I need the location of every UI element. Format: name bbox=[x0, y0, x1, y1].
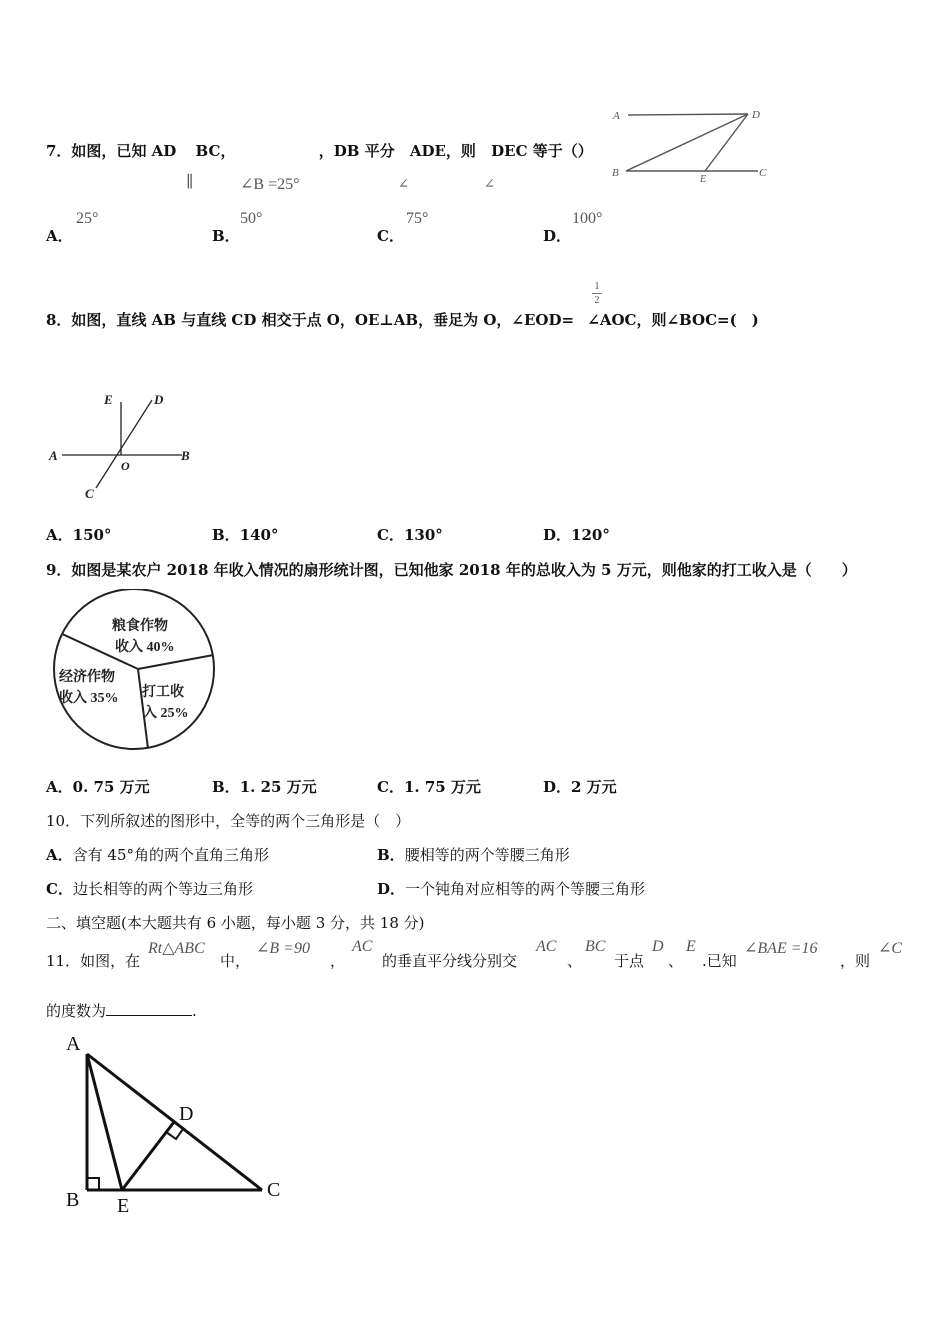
q11-text-comma: ， bbox=[330, 952, 346, 970]
q7-label-c: C bbox=[759, 167, 767, 179]
q9-option-b[interactable] bbox=[212, 776, 317, 797]
q11-math-angle-c: ∠C bbox=[878, 940, 903, 957]
q10-option-b-value: 腰相等的两个等腰三角形 bbox=[404, 846, 570, 864]
q11-text-dun: 、 bbox=[567, 952, 583, 970]
q8-option-b-label: B． bbox=[212, 526, 240, 544]
q9-option-d-value: 2 万元 bbox=[571, 778, 617, 796]
q7-stem-part-e: DEC 等于（） bbox=[491, 142, 593, 160]
q10-option-b[interactable] bbox=[377, 844, 570, 865]
q8-option-a-value: 150° bbox=[72, 526, 112, 544]
q10-option-a[interactable] bbox=[46, 844, 269, 865]
q7-option-c-label: C． bbox=[377, 227, 404, 245]
q10-option-d[interactable] bbox=[377, 878, 645, 899]
q9-option-c-label: C． bbox=[377, 778, 404, 796]
q7-line-ad bbox=[628, 114, 748, 115]
q8-line-cd bbox=[96, 400, 152, 488]
q11-math-e: E bbox=[686, 938, 696, 955]
q8-label-b: B bbox=[181, 448, 190, 463]
q8-label-a: A bbox=[49, 448, 58, 463]
q8-stem-part-a: 8．如图，直线 AB 与直线 CD 相交于点 O，OE⊥AB，垂足为 O，∠EOD= bbox=[46, 311, 575, 329]
q7-option-b-label: B． bbox=[212, 227, 240, 245]
q9-option-a[interactable] bbox=[46, 776, 150, 797]
q11-math-ac-2: AC bbox=[536, 938, 557, 955]
q8-fraction-numerator: 1 bbox=[594, 281, 600, 292]
q8-option-d-value: 120° bbox=[571, 526, 610, 544]
q7-angle-symbol-1: ∠ bbox=[398, 176, 409, 191]
q7-option-b-value: 50° bbox=[240, 210, 263, 227]
q11-answer-blank[interactable] bbox=[106, 1003, 192, 1016]
q9-slice-label-cash-line1: 经济作物 bbox=[59, 670, 115, 685]
q9-option-c[interactable] bbox=[377, 776, 481, 797]
q9-option-a-label: A． bbox=[46, 778, 73, 796]
q9-option-d-label: D． bbox=[543, 778, 572, 796]
q9-slice-label-grain-line2: 收入 40% bbox=[115, 640, 175, 655]
q7-label-e: E bbox=[700, 174, 707, 185]
q11-text-ze: ，则 bbox=[840, 952, 871, 970]
q11-text-dun-2: 、 bbox=[668, 952, 684, 970]
q7-label-b: B bbox=[612, 167, 619, 179]
q7-option-d-label: D． bbox=[543, 227, 572, 245]
q8-fraction bbox=[592, 281, 602, 306]
q10-option-d-label: D． bbox=[377, 880, 406, 898]
q11-line-2 bbox=[46, 1000, 197, 1021]
q8-option-a-label: A． bbox=[46, 526, 73, 544]
q9-pie-outline bbox=[54, 589, 214, 749]
q8-fraction-bar bbox=[592, 293, 602, 294]
q8-label-o: O bbox=[121, 459, 130, 473]
q8-label-e: E bbox=[104, 392, 113, 407]
q11-math-d: D bbox=[652, 938, 664, 955]
q11-figure bbox=[56, 1028, 296, 1224]
q9-option-d[interactable] bbox=[543, 776, 617, 797]
q11-label-d: D bbox=[179, 1103, 194, 1125]
section-2-title: 二、填空题(本大题共有 6 小题，每小题 3 分，共 18 分) bbox=[46, 914, 425, 932]
q10-option-c-value: 边长相等的两个等边三角形 bbox=[72, 880, 253, 898]
q7-figure bbox=[608, 103, 778, 185]
q7-parallel-symbol: ∥ bbox=[186, 174, 194, 191]
q11-right-angle-b bbox=[87, 1178, 99, 1190]
q9-slice-label-grain-line1: 粮食作物 bbox=[112, 619, 168, 634]
q7-stem bbox=[46, 140, 593, 161]
q9-stem: 9．如图是某农户 2018 年收入情况的扇形统计图，已知他家 2018 年的总收入为 5 万元，则他家的打工收入是（ ） bbox=[46, 561, 857, 579]
q10-option-c-label: C． bbox=[46, 880, 73, 898]
q8-label-d: D bbox=[154, 392, 164, 407]
q9-pie-chart bbox=[50, 589, 220, 751]
q7-option-d-value: 100° bbox=[572, 210, 603, 227]
q10-option-c[interactable] bbox=[46, 878, 253, 899]
q7-stem-part-c: ，DB 平分 bbox=[318, 142, 395, 160]
q8-figure bbox=[46, 388, 206, 506]
q11-math-bc: BC bbox=[585, 938, 606, 955]
q7-given-angle-b: ∠B =25° bbox=[240, 176, 300, 193]
q11-label-e: E bbox=[117, 1195, 130, 1217]
q9-slice-label-cash-line2: 收入 35% bbox=[59, 691, 119, 706]
q9-option-b-value: 1. 25 万元 bbox=[239, 778, 317, 796]
q7-option-c-value: 75° bbox=[406, 210, 429, 227]
q8-stem-part-b: ∠AOC，则∠BOC=( ) bbox=[587, 311, 759, 329]
q7-option-a[interactable] bbox=[46, 225, 73, 246]
q11-text-yudian: 于点 bbox=[614, 952, 645, 970]
q8-option-a[interactable] bbox=[46, 524, 111, 545]
q9-option-a-value: 0. 75 万元 bbox=[72, 778, 150, 796]
q7-option-a-value: 25° bbox=[76, 210, 99, 227]
q7-option-c[interactable] bbox=[377, 225, 404, 246]
q11-number: 11．如图，在 bbox=[46, 952, 141, 970]
q7-option-b[interactable] bbox=[212, 225, 240, 246]
q11-label-b: B bbox=[66, 1189, 80, 1211]
q7-label-a: A bbox=[613, 110, 620, 122]
q11-label-a: A bbox=[66, 1033, 81, 1055]
q7-stem-part-b: BC， bbox=[195, 142, 236, 160]
q8-option-b-value: 140° bbox=[239, 526, 279, 544]
q11-line-ac bbox=[87, 1054, 262, 1190]
q8-option-c-value: 130° bbox=[403, 526, 443, 544]
q11-line-ae bbox=[87, 1054, 122, 1190]
q11-text-zhong: 中， bbox=[220, 952, 251, 970]
q10-stem: 10．下列所叙述的图形中，全等的两个三角形是（ ） bbox=[46, 812, 411, 830]
q7-angle-symbol-2: ∠ bbox=[484, 176, 495, 191]
q10-option-a-label: A． bbox=[46, 846, 73, 864]
q8-option-d[interactable] bbox=[543, 524, 610, 545]
q8-label-c: C bbox=[85, 486, 94, 501]
q11-math-ac: AC bbox=[352, 938, 373, 955]
q7-option-d[interactable] bbox=[543, 225, 571, 246]
q11-line-2-end: . bbox=[192, 1002, 197, 1020]
q11-line-2-text: 的度数为 bbox=[46, 1002, 107, 1020]
q7-label-d: D bbox=[752, 109, 760, 121]
q8-option-d-label: D． bbox=[543, 526, 572, 544]
q8-option-c-label: C． bbox=[377, 526, 404, 544]
q8-stem bbox=[46, 309, 759, 330]
q11-math-angle-b: ∠B =90 bbox=[256, 940, 310, 957]
q10-option-a-value: 含有 45°角的两个直角三角形 bbox=[72, 846, 269, 864]
q11-label-c: C bbox=[267, 1179, 281, 1201]
q7-option-a-label: A． bbox=[46, 227, 73, 245]
q7-line-de bbox=[705, 114, 748, 171]
q11-text-perp-bisector: 的垂直平分线分别交 bbox=[382, 952, 518, 970]
q11-text-yizhi: .已知 bbox=[702, 952, 737, 970]
q9-slice-label-work-line2: 入 25% bbox=[143, 706, 189, 721]
q10-option-d-value: 一个钝角对应相等的两个等腰三角形 bbox=[405, 880, 646, 898]
q8-fraction-denominator: 2 bbox=[594, 295, 600, 306]
q11-math-rt-abc: Rt△ABC bbox=[148, 940, 205, 957]
q9-option-c-value: 1. 75 万元 bbox=[403, 778, 481, 796]
q11-math-bae: ∠BAE =16 bbox=[744, 940, 818, 957]
q8-option-b[interactable] bbox=[212, 524, 279, 545]
q7-stem-part-d: ADE，则 bbox=[409, 142, 476, 160]
q7-stem-part-a: 7．如图，已知 AD bbox=[46, 142, 177, 160]
q10-option-b-label: B． bbox=[377, 846, 405, 864]
q7-line-bd bbox=[626, 114, 748, 171]
q9-option-b-label: B． bbox=[212, 778, 240, 796]
q8-option-c[interactable] bbox=[377, 524, 443, 545]
q9-slice-label-work-line1: 打工收 bbox=[142, 685, 184, 700]
